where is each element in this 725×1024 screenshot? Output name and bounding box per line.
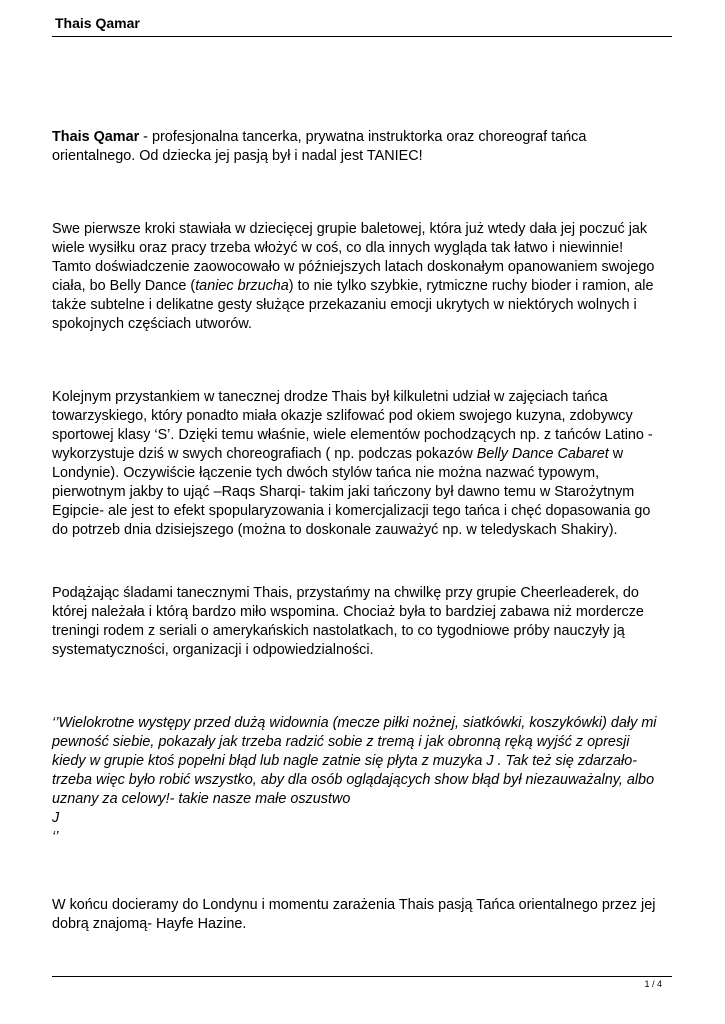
ballet-text-a: Swe pierwsze kroki stawiała w dziecięcej grupie baletowej, która już wtedy dała jej poczuć jak wiele wysiłku oraz pracy trzeba włożyć w coś, co dla innych wygląda tak łatwo i niewinnie! Tamto doświadczenie zaowocowało w późniejszych latach doskonałym opanowaniem swojego ciała, bo Belly Dance (	[52, 221, 655, 294]
page-header-title: Thais Qamar	[55, 15, 140, 31]
ballroom-text-a: Kolejnym przystankiem w tanecznej drodze Thais był kilkuletni udział w zajęciach tańca towarzyskiego, który ponadto miała okazje szlifować pod okiem swojego kuzyna, zdobywcy sportowej klasy ‘S’. Dzięki temu właśnie, wiele elementów pochodzących np. z tańców Latino - wykorzystuje dziś w swych choreografiach ( np. podczas pokazów	[52, 389, 653, 462]
london-paragraph: W końcu docieramy do Londynu i momentu zarażenia Thais pasją Tańca orientalnego przez jej dobrą znajomą- Hayfe Hazine.	[52, 897, 656, 932]
ballet-text-b: ) to nie tylko szybkie, rytmiczne ruchy bioder i ramion, ale także subtelne i delikatne gesty służące przekazaniu emocji ukrytych w niektórych wolnych i spokojnych częściach utworów.	[52, 278, 654, 332]
intro-paragraph	[52, 128, 677, 166]
header-divider	[52, 36, 672, 37]
ballroom-paragraph	[52, 388, 677, 540]
page-number: 1 / 4	[644, 979, 662, 989]
quote-paragraph: ‘’Wielokrotne występy przed dużą widownia (mecze piłki nożnej, siatkówki, koszykówki) dały mi pewność siebie, pokazały jak trzeba radzić sobie z tremą i jak obronną ręką wyjść z opresji kiedy w grupie ktoś popełni błąd lub nagle zatnie się płyta z muzyka J . Tak też się zdarzało- trzeba więc było robić wszystko, aby dla osób oglądających show błąd był niezauważalny, albo uznany za celowy!- takie nasze małe oszustwo J ‘’	[52, 715, 657, 845]
ballroom-emphasis: Belly Dance Cabaret	[476, 446, 609, 462]
cheerleader-paragraph: Podążając śladami tanecznymi Thais, przystańmy na chwilkę przy grupie Cheerleaderek, do której należała i którą bardzo miło wspomina. Chociaż była to bardziej zabawa niż mordercze treningi rodem z seriali o amerykańskich nastolatkach, to co tygodniowe próby nauczyły ją systematyczności, organizacji i odpowiedzialności.	[52, 585, 644, 658]
ballroom-text-b: w Londynie). Oczywiście łączenie tych dwóch stylów tańca nie można nazwać typowym, pierwotnym jakby to ująć –Raqs Sharqi- takim jaki tańczony był dawno temu w Starożytnym Egipcie- ale jest to efekt spopularyzowania i komercjalizacji tego tańca i chęć dopasowania go do potrzeb dnia dzisiejszego (można to doskonale zauważyć np. w teledyskach Shakiry).	[52, 446, 651, 538]
intro-name: Thais Qamar	[52, 129, 140, 145]
ballet-paragraph	[52, 220, 677, 334]
intro-text: - profesjonalna tancerka, prywatna instruktorka oraz choreograf tańca orientalnego. Od dziecka jej pasją był i nadal jest TANIEC!	[52, 129, 587, 164]
ballet-emphasis: taniec brzucha	[195, 278, 289, 294]
footer-divider	[52, 976, 672, 977]
